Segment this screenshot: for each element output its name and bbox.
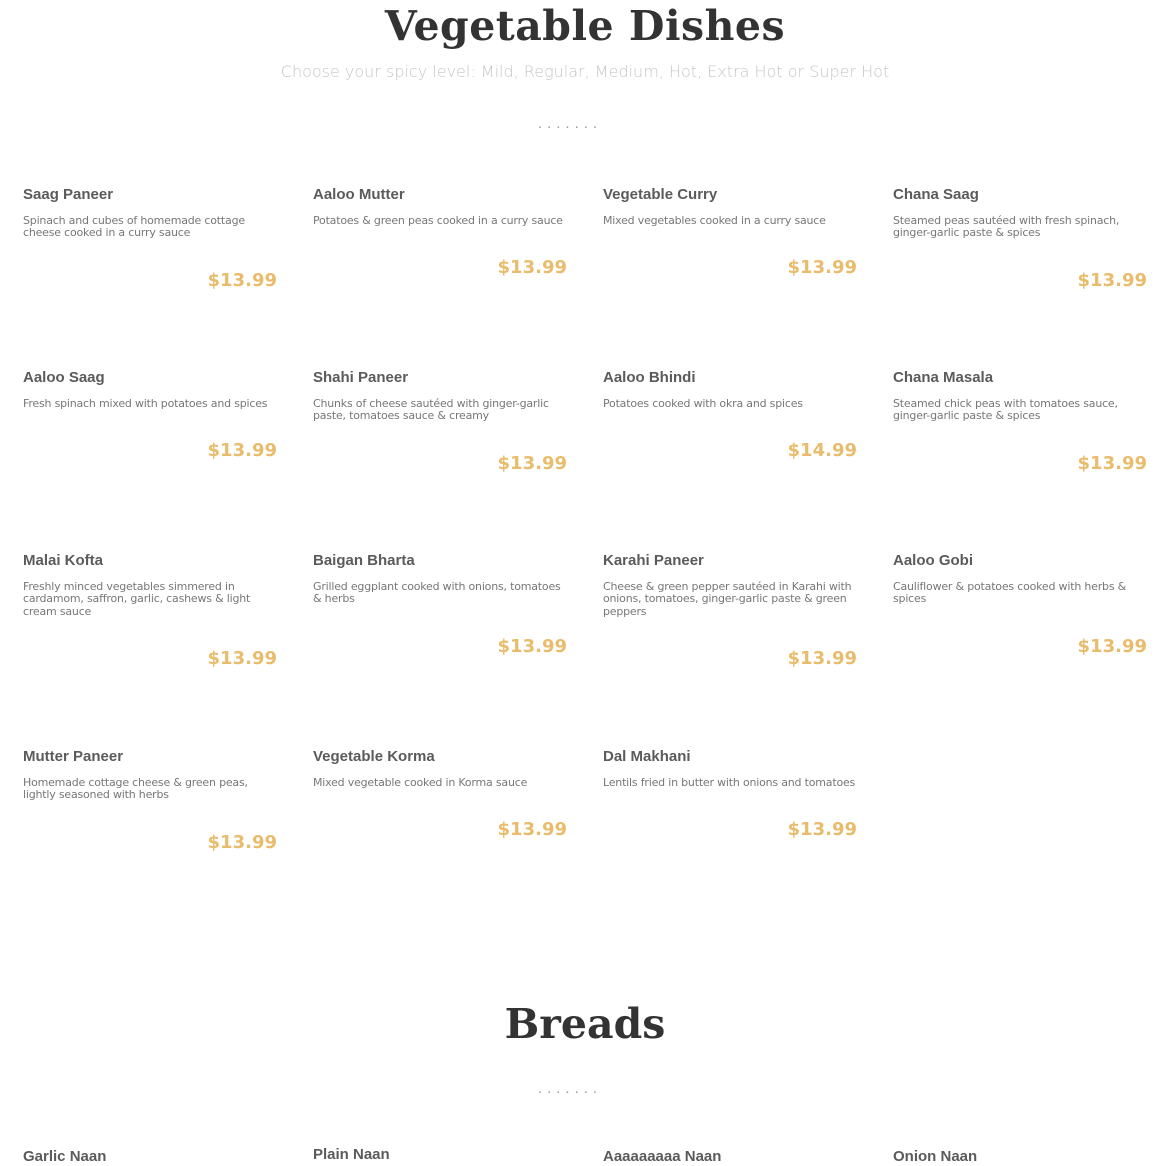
menu-item-name: Saag Paneer xyxy=(23,186,114,203)
menu-item xyxy=(313,186,567,279)
menu-item xyxy=(893,186,1147,292)
menu-item xyxy=(603,186,857,279)
menu-item-description: Cheese & green pepper sautéed in Karahi with onions, tomatoes, ginger-garlic paste & green peppers xyxy=(603,580,852,618)
menu-item-description: Mixed vegetables cooked in a curry sauce xyxy=(603,214,826,227)
menu-item xyxy=(23,369,277,462)
menu-item xyxy=(313,552,567,658)
menu-item-price: $13.99 xyxy=(1077,635,1147,657)
menu-item-name: Vegetable Korma xyxy=(313,748,435,765)
section-title-vegetable-dishes: Vegetable Dishes xyxy=(384,2,786,50)
menu-item-description: Cauliflower & potatoes cooked with herbs & spices xyxy=(893,580,1127,606)
menu-item-description: Mixed vegetable cooked in Korma sauce xyxy=(313,776,528,789)
menu-item xyxy=(313,748,567,841)
section-divider: ....... xyxy=(537,115,603,132)
menu-item-description: Lentils fried in butter with onions and tomatoes xyxy=(603,776,856,789)
menu-item-price: $13.99 xyxy=(787,648,857,670)
menu-item-description: Spinach and cubes of homemade cottage cheese cooked in a curry sauce xyxy=(23,214,245,240)
menu-item-description: Freshly minced vegetables simmered in cardamom, saffron, garlic, cashews & light cream sauce xyxy=(23,580,251,618)
section-subtitle: Choose your spicy level: Mild, Regular, Medium, Hot, Extra Hot or Super Hot xyxy=(280,62,890,81)
menu-item xyxy=(603,748,857,841)
menu-item-name: Karahi Paneer xyxy=(603,552,704,569)
menu-item-price: $13.99 xyxy=(207,269,277,291)
menu-item-description: Potatoes cooked with okra and spices xyxy=(603,397,803,410)
menu-item-description: Chunks of cheese sautéed with ginger-garlic paste, tomatoes sauce & creamy xyxy=(313,397,549,423)
menu-item-description: Steamed peas sautéed with fresh spinach, ginger-garlic paste & spices xyxy=(893,214,1120,240)
menu-item-name: Plain Naan xyxy=(313,1146,390,1163)
menu-item-name: Dal Makhani xyxy=(603,748,691,765)
menu-item xyxy=(603,552,857,670)
menu-item-price: $13.99 xyxy=(497,257,567,279)
section-title-breads: Breads xyxy=(504,1000,666,1048)
menu-item-price: $13.99 xyxy=(787,257,857,279)
menu-item xyxy=(893,552,1147,658)
section-divider: ....... xyxy=(537,1080,603,1097)
menu-item xyxy=(893,369,1147,475)
menu-item-price: $13.99 xyxy=(497,635,567,657)
menu-item-price: $13.99 xyxy=(207,440,277,462)
menu-item-price: $13.99 xyxy=(497,819,567,841)
menu-item xyxy=(23,186,277,292)
menu-item-price: $13.99 xyxy=(207,831,277,853)
menu-item xyxy=(23,552,277,670)
menu-item-price: $13.99 xyxy=(1077,269,1147,291)
menu-item-name: Onion Naan xyxy=(893,1148,978,1165)
menu-item-name: Malai Kofta xyxy=(23,552,104,569)
menu-item-name: Aaloo Bhindi xyxy=(603,369,696,386)
menu-item-name: Aaaaaaaaa Naan xyxy=(603,1148,722,1165)
menu-item-name: Chana Saag xyxy=(893,186,979,203)
menu-item-price: $13.99 xyxy=(787,819,857,841)
menu-item-name: Mutter Paneer xyxy=(23,748,124,765)
menu-item-description: Steamed chick peas with tomatoes sauce, ginger-garlic paste & spices xyxy=(893,397,1118,423)
menu-item-price: $13.99 xyxy=(207,648,277,670)
menu-item-name: Garlic Naan xyxy=(23,1148,107,1165)
menu-item-price: $13.99 xyxy=(1077,452,1147,474)
menu-item-name: Aaloo Gobi xyxy=(893,552,973,569)
menu-item-name: Baigan Bharta xyxy=(313,552,415,569)
menu-item-name: Aaloo Saag xyxy=(23,369,105,386)
menu-item-name: Shahi Paneer xyxy=(313,369,409,386)
menu-item-description: Potatoes & green peas cooked in a curry sauce xyxy=(313,214,563,227)
menu-item xyxy=(23,748,277,854)
menu-item-price: $14.99 xyxy=(787,440,857,462)
menu-item-name: Vegetable Curry xyxy=(603,186,718,203)
menu-item-description: Fresh spinach mixed with potatoes and spices xyxy=(23,397,268,410)
menu-item-description: Grilled eggplant cooked with onions, tomatoes & herbs xyxy=(313,580,561,606)
menu-item-description: Homemade cottage cheese & green peas, lightly seasoned with herbs xyxy=(23,776,248,802)
menu-item-name: Aaloo Mutter xyxy=(313,186,405,203)
menu-item xyxy=(603,369,857,462)
menu-item-name: Chana Masala xyxy=(893,369,994,386)
menu-item-price: $13.99 xyxy=(497,452,567,474)
menu-item xyxy=(313,369,567,475)
